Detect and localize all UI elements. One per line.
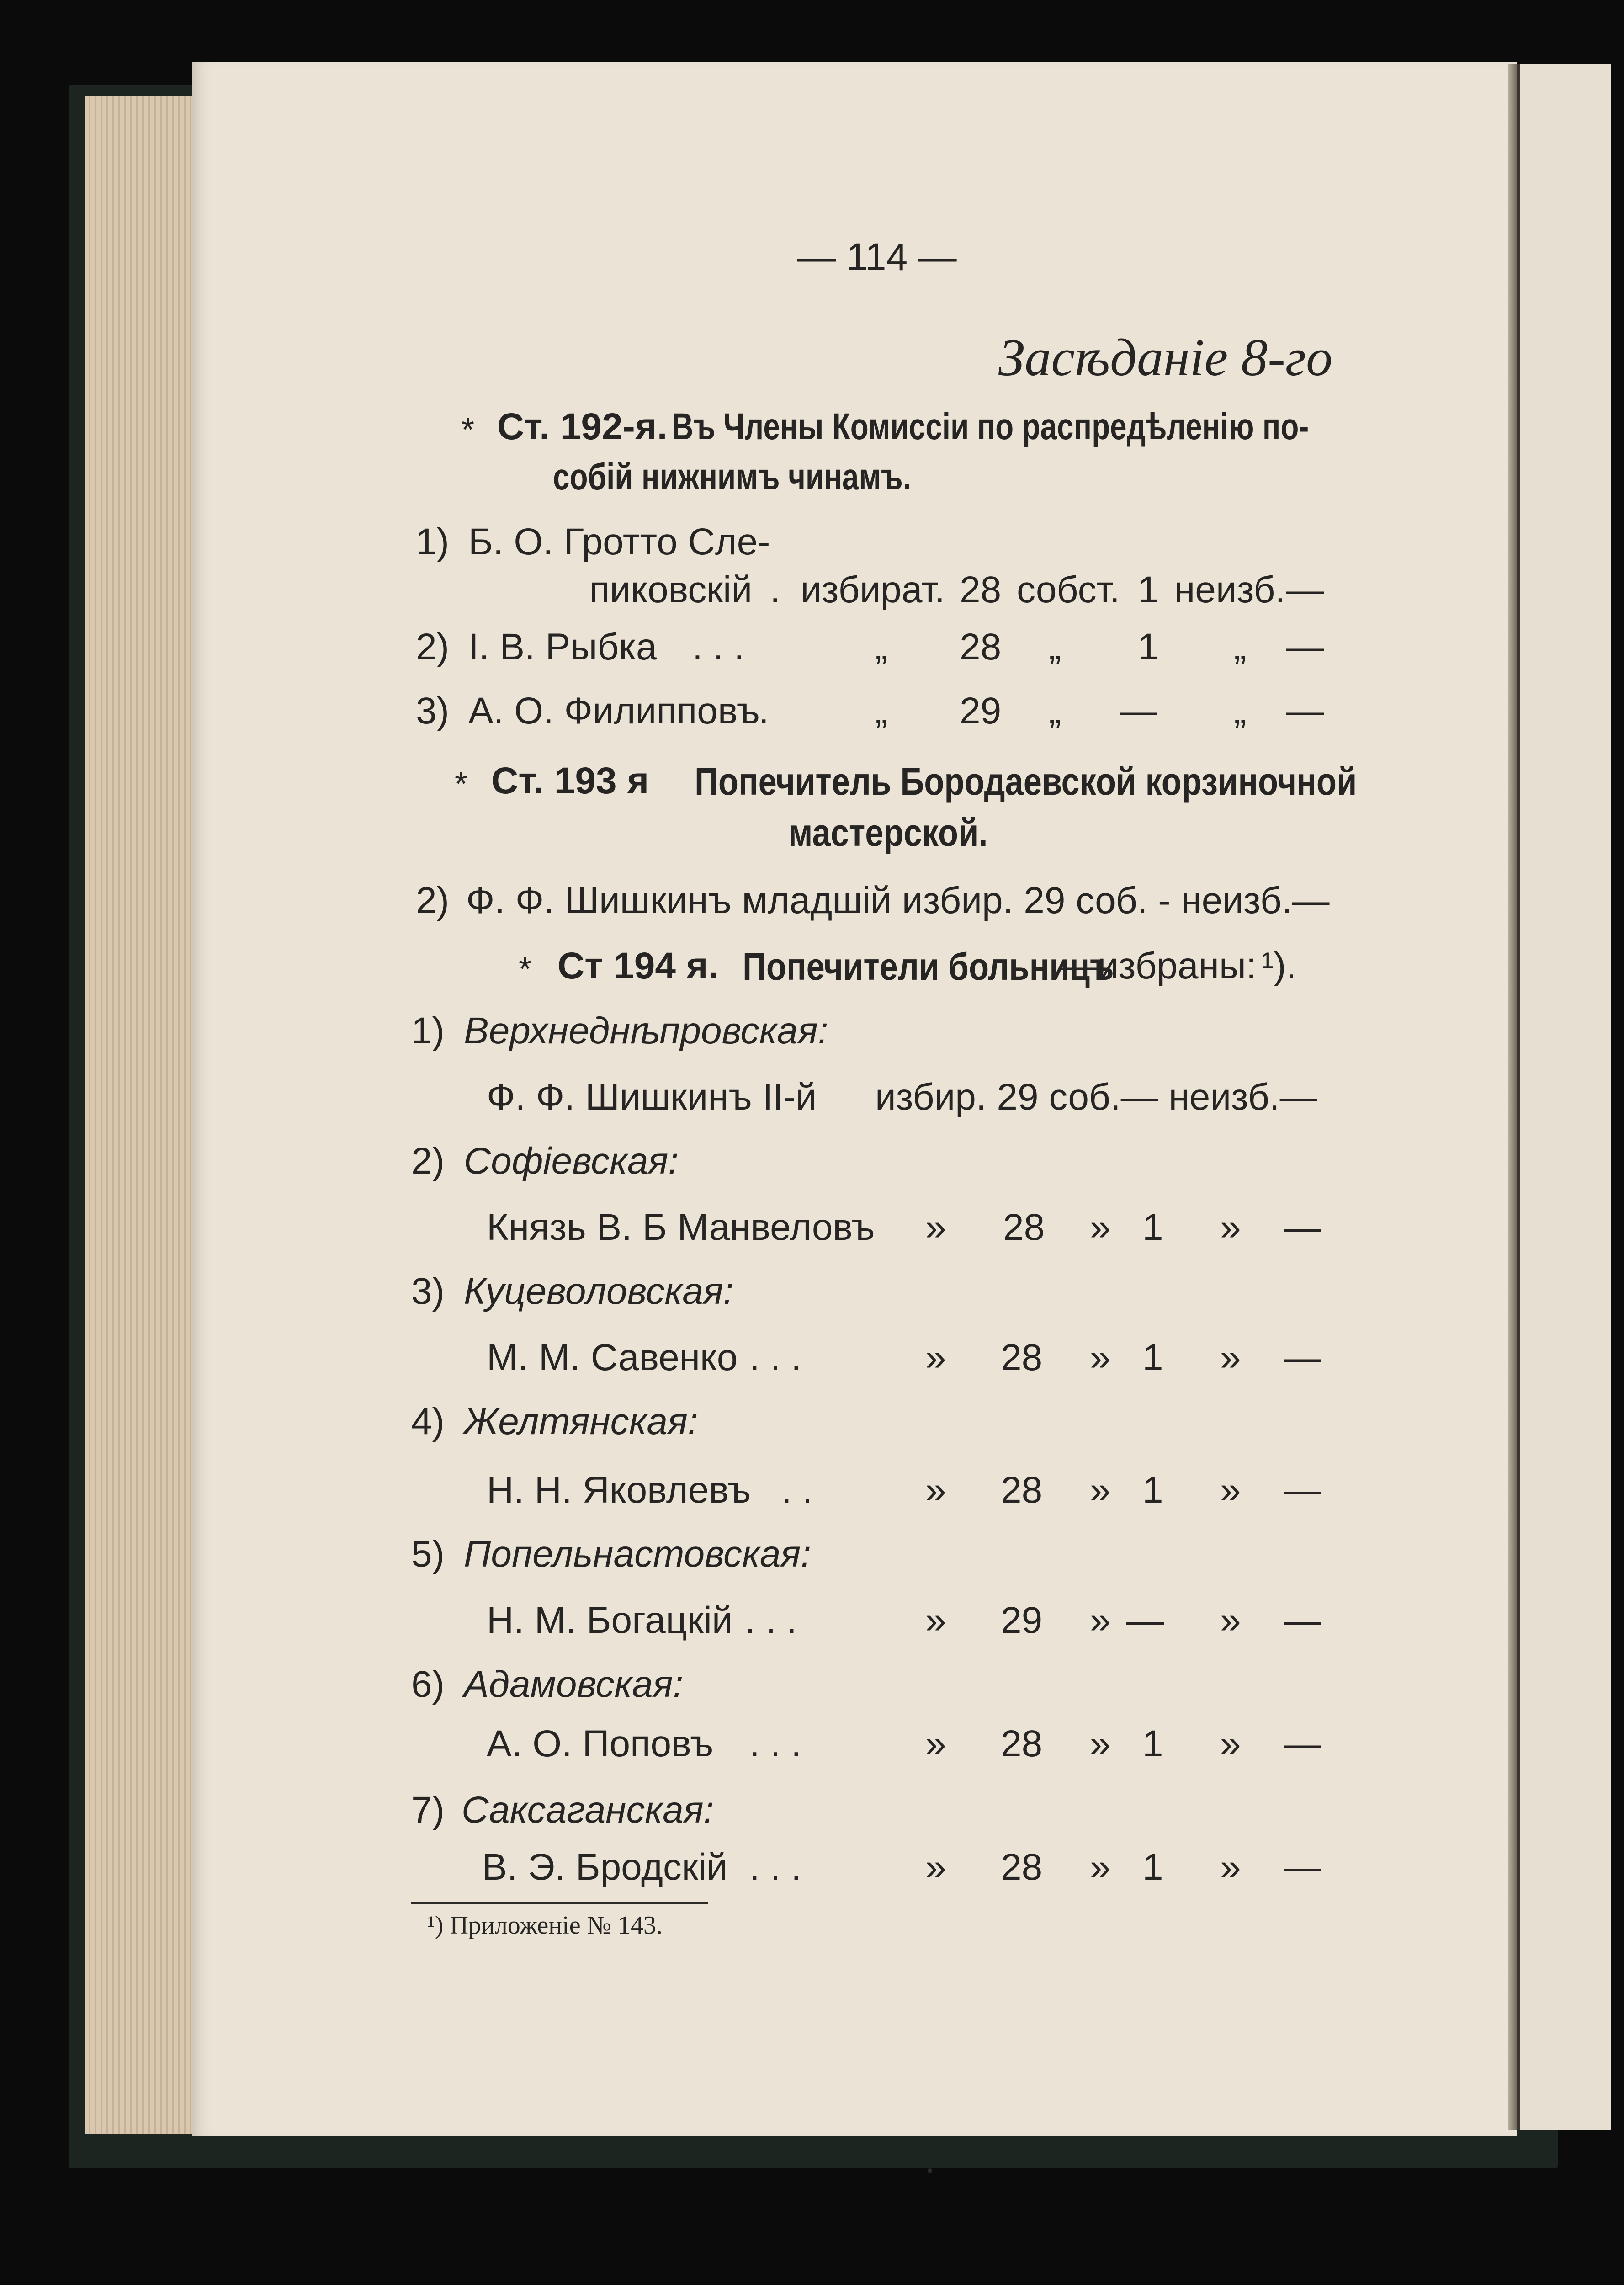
hospital-4-name: Желтянская: (464, 1401, 698, 1442)
hospital-2-q2: » (1090, 1206, 1111, 1248)
hospital-7-v1: 28 (1001, 1846, 1043, 1888)
row-192-3-label3: „ (1234, 690, 1247, 732)
hospital-1-person: Ф. Ф. Шишкинъ ІІ-й (487, 1076, 817, 1118)
section-194-suffix: —избраны: (1060, 945, 1257, 987)
hospital-2-v1: 28 (1003, 1206, 1045, 1248)
hospital-7-person: В. Э. Бродскій (482, 1846, 727, 1888)
hospital-5-q3: » (1220, 1600, 1241, 1641)
row-192-1-v1: 28 (960, 569, 1002, 611)
hospital-3-q2: » (1090, 1337, 1111, 1378)
row-192-1-name-line1: Б. О. Гротто Сле- (468, 521, 770, 563)
hospital-2-person: Князь В. Б Манвеловъ (487, 1206, 875, 1248)
hospital-2-v3: — (1284, 1206, 1321, 1248)
row-192-2-v3: — (1286, 626, 1324, 668)
hospital-6-v3: — (1284, 1723, 1321, 1764)
hospital-5-v1: 29 (1001, 1600, 1043, 1641)
hospital-6-person: А. О. Поповъ (487, 1723, 714, 1764)
hospital-6-name: Адамовская: (464, 1663, 684, 1705)
hospital-2-q3: » (1220, 1206, 1241, 1248)
page-number: — 114 — (797, 235, 957, 278)
hospital-6-num: 6) (411, 1663, 445, 1705)
row-193-1-text: Ф. Ф. Шишкинъ младшій избир. 29 соб. - неизб.— (466, 880, 1330, 921)
hospital-3-v1: 28 (1001, 1337, 1043, 1378)
row-192-3-num: 3) (416, 690, 449, 732)
row-192-2-leader: . . . (692, 626, 744, 668)
hospital-7-q2: » (1090, 1846, 1111, 1888)
row-192-2-v1: 28 (960, 626, 1002, 668)
hospital-1-rest: избир. 29 соб.— неизб.— (875, 1076, 1317, 1118)
row-192-1-leader: . (770, 569, 780, 611)
hospital-6-q1: » (925, 1723, 946, 1764)
hospital-6-v1: 28 (1001, 1723, 1043, 1764)
hospital-4-v2: 1 (1142, 1469, 1163, 1511)
facing-page-edge (1517, 64, 1611, 2130)
hospital-3-v2: 1 (1142, 1337, 1163, 1378)
section-194-footnote-mark: ¹). (1261, 945, 1297, 987)
hospital-7-leader: . . . (749, 1846, 801, 1888)
row-192-3-name: А. О. Филипповъ (468, 690, 760, 732)
row-192-3-v1: 29 (960, 690, 1002, 732)
footnote: ¹) Приложеніе № 143. (427, 1911, 663, 1940)
hospital-3-num: 3) (411, 1270, 445, 1312)
row-192-3-label1: „ (875, 690, 888, 732)
row-192-3-leader: . (759, 690, 769, 732)
hospital-6-q3: » (1220, 1723, 1241, 1764)
hospital-7-v3: — (1284, 1846, 1321, 1888)
hospital-5-v2: — (1126, 1600, 1164, 1641)
hospital-4-v1: 28 (1001, 1469, 1043, 1511)
row-192-2-v2: 1 (1138, 626, 1159, 668)
row-192-2-label1: „ (875, 626, 888, 668)
hospital-6-q2: » (1090, 1723, 1111, 1764)
section-193-heading-line1: Попечитель Бородаевской корзиночной (695, 760, 1357, 803)
section-193-marker: * (455, 766, 468, 802)
hospital-5-person: Н. М. Богацкій (487, 1600, 733, 1641)
hospital-6-leader: . . . (749, 1723, 801, 1764)
hospital-2-num: 2) (411, 1140, 445, 1182)
row-192-1-v2: 1 (1138, 569, 1159, 611)
row-192-1-name-line2: пиковскій (589, 569, 753, 611)
hospital-7-num: 7) (411, 1789, 445, 1831)
hospital-5-leader: . . . (745, 1600, 797, 1641)
row-192-1-label1: избират. (801, 569, 945, 611)
hospital-7-q1: » (925, 1846, 946, 1888)
row-192-1-v3: — (1286, 569, 1324, 611)
row-192-2-name: І. В. Рыбка (468, 626, 657, 668)
hospital-1-num: 1) (411, 1010, 445, 1052)
row-192-2-num: 2) (416, 626, 449, 668)
section-192-heading-line2: собій нижнимъ чинамъ. (553, 456, 911, 498)
print-dot (928, 2168, 932, 2173)
page-edges (85, 96, 203, 2134)
row-193-1-num: 2) (416, 880, 449, 921)
hospital-4-q3: » (1220, 1469, 1241, 1511)
row-192-2-label2: „ (1049, 626, 1061, 668)
hospital-2-q1: » (925, 1206, 946, 1248)
hospital-1-name: Верхнеднѣпровская: (464, 1010, 828, 1052)
hospital-5-name: Попельнастовская: (464, 1533, 812, 1575)
row-192-3-v3: — (1286, 690, 1324, 732)
hospital-3-q1: » (925, 1337, 946, 1378)
hospital-7-q3: » (1220, 1846, 1241, 1888)
hospital-6-v2: 1 (1142, 1723, 1163, 1764)
hospital-3-person: М. М. Савенко (487, 1337, 738, 1378)
hospital-2-name: Софіевская: (464, 1140, 679, 1182)
section-192-marker: * (462, 412, 475, 448)
hospital-7-v2: 1 (1142, 1846, 1163, 1888)
section-194-marker: * (519, 951, 532, 988)
hospital-3-leader: . . . (749, 1337, 801, 1378)
section-193-number: Ст. 193 я (491, 760, 649, 802)
hospital-7-name: Саксаганская: (462, 1789, 714, 1831)
hospital-3-v3: — (1284, 1337, 1321, 1378)
row-192-3-label2: „ (1049, 690, 1061, 732)
row-192-1-label2: собст. (1017, 569, 1120, 611)
hospital-3-q3: » (1220, 1337, 1241, 1378)
hospital-4-q2: » (1090, 1469, 1111, 1511)
row-192-1-num: 1) (416, 521, 449, 563)
hospital-4-q1: » (925, 1469, 946, 1511)
hospital-2-v2: 1 (1142, 1206, 1163, 1248)
session-title: Засѣданіе 8-го (998, 329, 1333, 387)
hospital-5-v3: — (1284, 1600, 1321, 1641)
section-194-number: Ст 194 я. (557, 945, 719, 987)
row-192-1-label3: неизб. (1174, 569, 1286, 611)
row-192-3-v2: — (1120, 690, 1157, 732)
section-192-number: Ст. 192-я. (497, 406, 668, 447)
row-192-2-label3: „ (1234, 626, 1247, 668)
hospital-4-v3: — (1284, 1469, 1321, 1511)
hospital-4-person: Н. Н. Яковлевъ (487, 1469, 751, 1511)
hospital-3-name: Куцеволовская: (464, 1270, 734, 1312)
section-192-heading-line1: Въ Члены Комиссіи по распредѣленію по- (672, 406, 1309, 447)
hospital-5-num: 5) (411, 1533, 445, 1575)
hospital-5-q2: » (1090, 1600, 1111, 1641)
section-194-heading: Попечители больницъ (743, 945, 1114, 988)
hospital-5-q1: » (925, 1600, 946, 1641)
footnote-rule (411, 1902, 708, 1904)
hospital-4-leader: . . (781, 1469, 813, 1511)
section-193-heading-line2: мастерской. (788, 811, 988, 854)
hospital-4-num: 4) (411, 1401, 445, 1442)
